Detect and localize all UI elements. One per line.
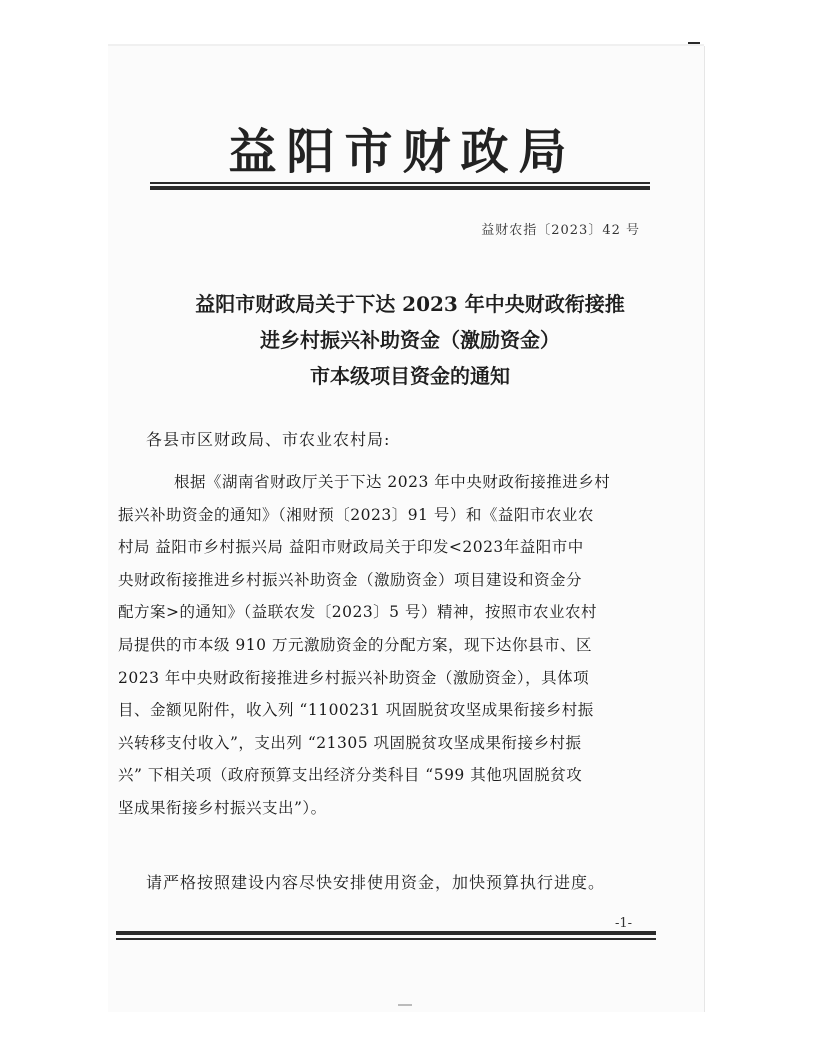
body-paragraph [118, 466, 658, 825]
page-number: -1- [612, 916, 635, 931]
masthead-rule-thick [150, 186, 650, 190]
title-line-1: 益阳市财政局关于下达 2023 年中央财政衔接推 [195, 292, 625, 316]
document-title [150, 286, 670, 394]
masthead-rule-thin [150, 182, 650, 184]
body-line: 目、金额见附件，收入列 “1100231 巩固脱贫攻坚成果衔接乡村振 [118, 701, 594, 720]
body-line: 坚成果衔接乡村振兴支出”）。 [118, 798, 327, 817]
closing-instruction: 请严格按照建设内容尽快安排使用资金，加快预算执行进度。 [146, 873, 606, 892]
title-line-2: 进乡村振兴补助资金（激励资金） [260, 328, 560, 352]
body-line: 兴转移支付收入”，支出列 “21305 巩固脱贫攻坚成果衔接乡村振 [118, 733, 582, 752]
body-line: 局提供的市本级 910 万元激励资金的分配方案，现下达你县市、区 [118, 635, 592, 654]
scan-mark [688, 42, 700, 44]
body-line: 村局 益阳市乡村振兴局 益阳市财政局关于印发<2023年益阳市中 [118, 538, 584, 557]
document-number: 益财农指〔2023〕42 号 [481, 223, 640, 238]
body-line: 2023 年中央财政衔接推进乡村振兴补助资金（激励资金），具体项 [118, 668, 590, 687]
body-line: 振兴补助资金的通知》（湘财预〔2023〕91 号）和《益阳市农业农 [118, 505, 594, 524]
body-line: 兴” 下相关项（政府预算支出经济分类科目 “599 其他巩固脱贫攻 [118, 766, 583, 785]
salutation: 各县市区财政局、市农业农村局: [146, 430, 391, 449]
masthead-org-name: 益阳市财政局 [228, 124, 577, 180]
body-line: 配方案>的通知》（益联农发〔2023〕5 号）精神，按照市农业农村 [118, 603, 597, 622]
scan-mark [398, 1004, 412, 1006]
body-line: 根据《湖南省财政厅关于下达 2023 年中央财政衔接推进乡村 [174, 473, 611, 491]
title-line-3: 市本级项目资金的通知 [310, 364, 510, 388]
footer-rule-thin [116, 938, 656, 940]
body-line: 央财政衔接推进乡村振兴补助资金（激励资金）项目建设和资金分 [118, 570, 583, 589]
footer-rule-thick [116, 931, 656, 935]
